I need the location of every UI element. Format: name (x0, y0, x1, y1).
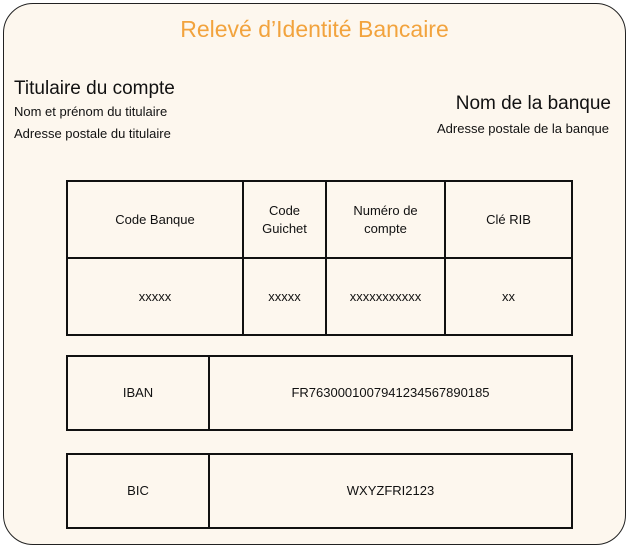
iban-row (67, 356, 572, 430)
header-code-guichet: Code Guichet (243, 181, 326, 258)
header-cle-rib: Clé RIB (445, 181, 572, 258)
account-holder-heading: Titulaire du compte (14, 78, 175, 99)
header-numero-compte: Numéro de compte (326, 181, 445, 258)
value-numero-compte: xxxxxxxxxxx (326, 258, 445, 335)
rib-value-row (67, 258, 572, 335)
bank-address-label: Adresse postale de la banque (436, 121, 609, 136)
rib-header-row (67, 181, 572, 258)
iban-table (66, 355, 573, 431)
value-code-banque: xxxxx (67, 258, 243, 335)
rib-card (3, 3, 626, 545)
value-cle-rib: xx (445, 258, 572, 335)
bic-value: WXYZFRI2123 (209, 454, 572, 528)
value-code-guichet: xxxxx (243, 258, 326, 335)
bank-name-heading: Nom de la banque (455, 93, 611, 114)
bic-table (66, 453, 573, 529)
holder-address-label: Adresse postale du titulaire (14, 126, 171, 141)
rib-table (66, 180, 573, 336)
header-code-banque: Code Banque (67, 181, 243, 258)
document-title: Relevé d’Identité Bancaire (180, 16, 449, 42)
bic-label: BIC (67, 454, 209, 528)
iban-value: FR7630001007941234567890185 (209, 356, 572, 430)
bic-row (67, 454, 572, 528)
holder-name-label: Nom et prénom du titulaire (14, 104, 168, 119)
iban-label: IBAN (67, 356, 209, 430)
